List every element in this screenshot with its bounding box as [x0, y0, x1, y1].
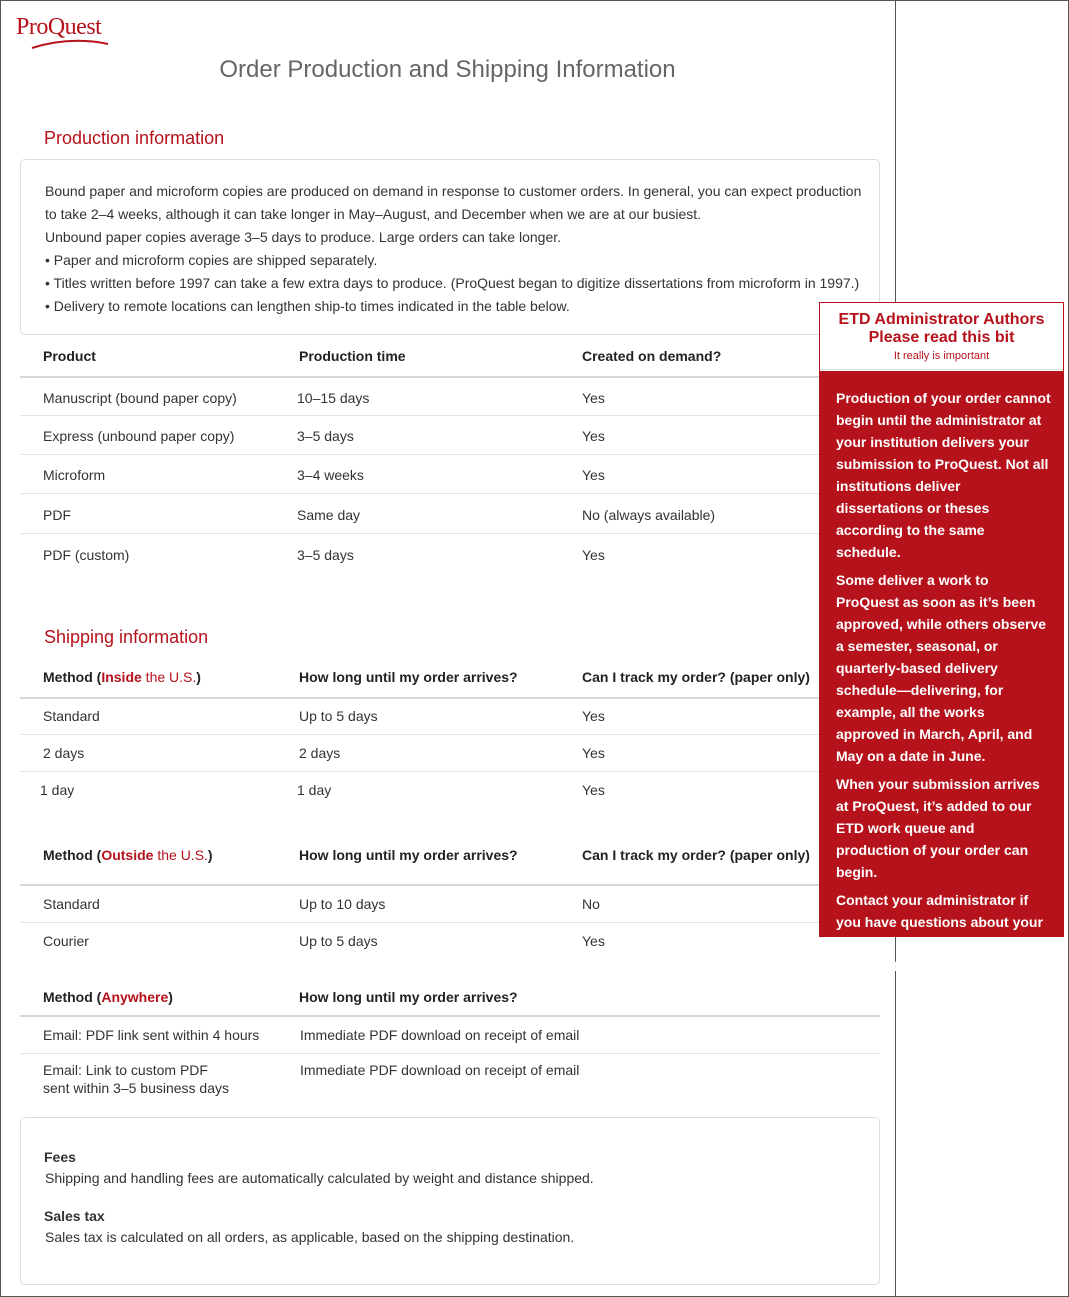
callout-paragraph: Some deliver a work to ProQuest as soon as it’s been approved, while others observe a semester, seasonal, or quarterly-based delivery schedule—delivering, for example, all the works approved in March, April, and May on a date in June. [836, 572, 1047, 764]
header-text: the U.S. [141, 669, 197, 685]
col-header-tracking: Can I track my order? (paper only) [582, 669, 810, 685]
table-cell: Up to 10 days [299, 896, 386, 912]
production-unbound-note: Unbound paper copies average 3–5 days to produce. Large orders can take longer. [45, 229, 562, 245]
logo-swoosh-icon [30, 38, 110, 52]
col-header-arrival: How long until my order arrives? [299, 847, 518, 863]
production-intro-line2: to take 2–4 weeks, although it can take longer in May–August, and December when we are at our busiest. [45, 206, 702, 222]
table-cell: 3–4 weeks [297, 467, 364, 483]
fees-label: Fees [44, 1149, 76, 1165]
callout-paragraph: When your submission arrives at ProQuest, it’s added to our ETD work queue and production of your order can begin. [836, 776, 1040, 880]
table-cell: Microform [43, 467, 106, 483]
table-cell: Yes [582, 745, 605, 761]
shipping-section-title: Shipping information [44, 627, 209, 647]
production-intro-line1: Bound paper and microform copies are produced on demand in response to customer orders. In general, you can expect production [45, 183, 862, 199]
table-cell: Email: PDF link sent within 4 hours [43, 1027, 260, 1043]
col-header-production-time: Production time [299, 348, 406, 364]
table-cell: Yes [582, 933, 605, 949]
table-header-rule [20, 697, 880, 699]
table-cell: 10–15 days [297, 390, 370, 406]
table-cell: Express (unbound paper copy) [43, 428, 235, 444]
table-header-rule [20, 1015, 880, 1017]
callout-title-line2: Please read this bit [868, 329, 1015, 346]
table-cell: PDF [43, 507, 71, 523]
table-cell: Yes [582, 782, 605, 798]
header-text: Method ( [43, 669, 102, 685]
fees-box [20, 1117, 880, 1285]
table-cell: Same day [297, 507, 361, 523]
header-text: the U.S. [153, 847, 208, 863]
table-cell: Courier [43, 933, 89, 949]
page-title: Order Production and Shipping Information [219, 56, 676, 83]
table-cell: Up to 5 days [299, 708, 378, 724]
callout-paragraph: Production of your order cannot begin until the administrator at your institution delivers your submission to ProQuest. Not all institutions deliver dissertations or theses according to the same schedule. [836, 390, 1051, 560]
sales-tax-label: Sales tax [44, 1208, 105, 1224]
outside-emphasis: Outside [101, 847, 154, 863]
table-cell: 2 days [299, 745, 341, 761]
anywhere-method-header [43, 989, 173, 1005]
table-cell: No [582, 896, 600, 912]
header-text: ) [168, 989, 173, 1005]
col-header-arrival: How long until my order arrives? [299, 669, 518, 685]
row-rule [20, 1053, 880, 1054]
table-cell: 2 days [43, 745, 85, 761]
production-section-title: Production information [44, 128, 225, 148]
table-cell: Manuscript (bound paper copy) [43, 390, 237, 406]
table-cell: Yes [582, 428, 605, 444]
table-cell: 3–5 days [297, 547, 354, 563]
table-cell: Up to 5 days [299, 933, 378, 949]
callout-body [820, 371, 1063, 974]
table-cell: No (always available) [582, 507, 716, 523]
table-cell: Immediate PDF download on receipt of email [300, 1062, 580, 1078]
table-cell: PDF (custom) [43, 547, 130, 563]
header-text: ) [196, 669, 201, 685]
row-rule [20, 734, 880, 735]
row-rule [20, 771, 880, 772]
header-text: ) [207, 847, 213, 863]
bullet-text: Paper and microform copies are shipped separately. [53, 252, 378, 268]
row-rule [20, 454, 880, 455]
col-header-created-on-demand: Created on demand? [582, 348, 722, 364]
callout-header [820, 303, 1063, 370]
table-header-rule [20, 884, 880, 886]
col-header-product: Product [43, 348, 96, 364]
table-cell: sent within 3–5 business days [43, 1080, 229, 1096]
production-bullet: • Delivery to remote locations can lengthen ship-to times indicated in the table below. [45, 298, 570, 314]
row-rule [20, 922, 880, 923]
production-bullet: • Paper and microform copies are shipped separately. [45, 252, 378, 268]
table-header-rule [20, 376, 880, 378]
production-bullet: • Titles written before 1997 can take a few extra days to produce. (ProQuest began to digitize dissertations from microform in 1997.) [45, 275, 860, 291]
table-cell: 3–5 days [297, 428, 354, 444]
proquest-logo[interactable]: ProQuest [16, 14, 102, 40]
outside-us-method-header [43, 847, 213, 863]
table-cell: 1 day [297, 782, 332, 798]
col-header-arrival: How long until my order arrives? [299, 989, 518, 1005]
row-rule [20, 533, 880, 534]
callout-paragraph: Contact your administrator if you have questions about your institution’s schedule for delivery to ProQuest. [836, 892, 1043, 974]
header-text: Method ( [43, 989, 102, 1005]
inside-us-method-header [43, 669, 201, 685]
row-rule [20, 493, 880, 494]
bullet-text: Titles written before 1997 can take a few extra days to produce. (ProQuest began to digitize dissertations from microform in 1997.) [53, 275, 860, 291]
header-text: Method ( [43, 847, 102, 863]
sales-tax-text: Sales tax is calculated on all orders, as applicable, based on the shipping destination. [45, 1229, 575, 1245]
inside-emphasis: Inside [101, 669, 142, 685]
table-cell: 1 day [40, 782, 75, 798]
table-cell: Yes [582, 390, 605, 406]
table-cell: Email: Link to custom PDF [43, 1062, 208, 1078]
callout-title [820, 303, 1063, 347]
table-cell: Yes [582, 708, 605, 724]
callout-subtitle: It really is important [893, 350, 990, 362]
table-cell: Yes [582, 547, 605, 563]
col-header-tracking: Can I track my order? (paper only) [582, 847, 810, 863]
table-cell: Yes [582, 467, 605, 483]
table-cell: Immediate PDF download on receipt of email [300, 1027, 580, 1043]
fees-text: Shipping and handling fees are automatically calculated by weight and distance shipped. [45, 1170, 594, 1186]
anywhere-emphasis: Anywhere [101, 989, 169, 1005]
bullet-text: Delivery to remote locations can lengthen ship-to times indicated in the table below. [53, 298, 570, 314]
table-cell: Standard [43, 896, 100, 912]
row-rule [20, 415, 880, 416]
table-cell: Standard [43, 708, 100, 724]
callout-title-line1: ETD Administrator Authors [838, 311, 1045, 328]
etd-admin-callout [819, 302, 1064, 974]
